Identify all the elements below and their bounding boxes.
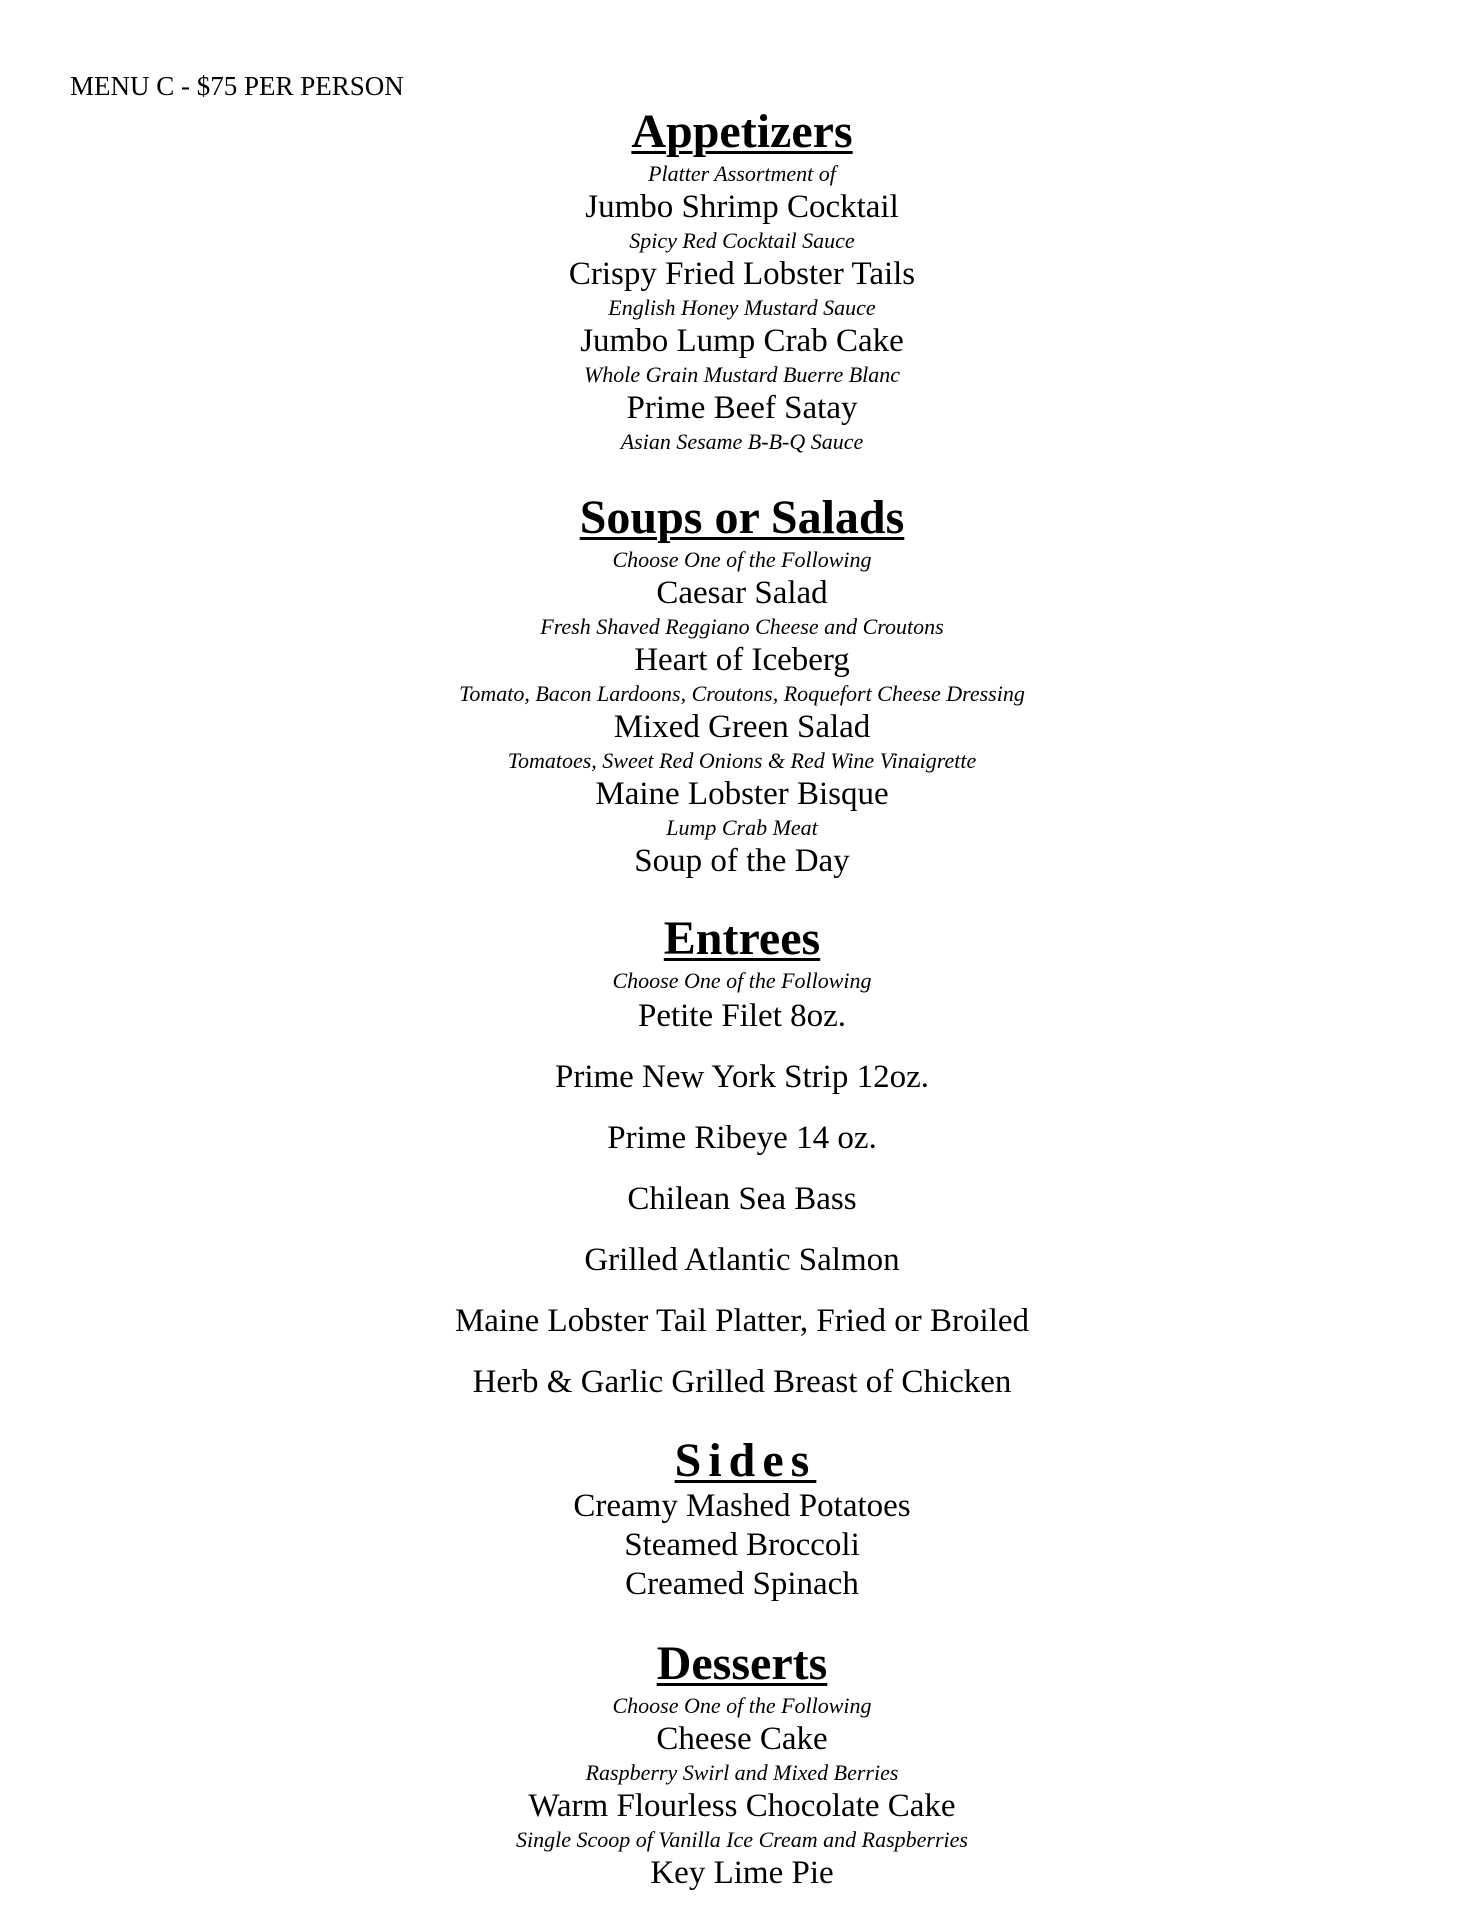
menu-item [0,257,1484,324]
soups-salads-section [0,492,1484,879]
menu [0,106,1484,1891]
item-description: Spicy Red Cocktail Sauce [629,228,855,253]
item-description: Asian Sesame B-B-Q Sauce [620,429,864,454]
desserts-section [0,1638,1484,1891]
section-spacer [0,1604,1484,1638]
entree-item: Petite Filet 8oz. [637,998,847,1034]
item-name: Crispy Fried Lobster Tails [568,256,916,292]
section-title-entrees: Entrees [663,912,821,965]
entree-item: Prime New York Strip 12oz. [554,1059,929,1095]
section-note: Choose One of the Following [612,1693,872,1718]
section-note: Choose One of the Following [612,547,872,572]
item-name: Warm Flourless Chocolate Cake [528,1788,956,1824]
menu-item [0,576,1484,643]
appetizers-section [0,106,1484,458]
section-spacer [0,458,1484,492]
item-name: Prime Beef Satay [626,390,858,426]
menu-item [0,1856,1484,1891]
menu-item [0,1789,1484,1856]
item-description: Raspberry Swirl and Mixed Berries [585,1760,899,1785]
section-title-soups-salads: Soups or Salads [579,491,905,544]
menu-price-label: MENU C - $75 PER PERSON [70,71,404,101]
item-description: Tomatoes, Sweet Red Onions & Red Wine Vinaigrette [507,748,977,773]
item-name: Mixed Green Salad [613,709,871,745]
section-title-desserts: Desserts [656,1637,828,1690]
item-name: Heart of Iceberg [634,642,850,678]
item-description: Fresh Shaved Reggiano Cheese and Croutons [540,614,944,639]
item-description: Lump Crab Meat [666,815,818,840]
item-name: Maine Lobster Bisque [595,776,889,812]
menu-item [0,710,1484,777]
entrees-section [0,913,1484,1401]
menu-item [0,844,1484,879]
section-note: Choose One of the Following [612,968,872,993]
entree-item: Prime Ribeye 14 oz. [607,1120,877,1156]
menu-item [0,643,1484,710]
sides-section [0,1435,1484,1604]
entree-item: Herb & Garlic Grilled Breast of Chicken [472,1364,1012,1400]
menu-item [0,190,1484,257]
section-title-sides: Sides [674,1434,817,1487]
entree-item: Chilean Sea Bass [627,1181,857,1217]
menu-item [0,391,1484,458]
item-name: Caesar Salad [656,575,828,611]
item-name: Soup of the Day [634,843,850,879]
section-note: Platter Assortment of [648,161,836,186]
item-description: English Honey Mustard Sauce [608,295,876,320]
item-name: Jumbo Lump Crab Cake [580,323,904,359]
entree-list [0,997,1484,1401]
section-spacer [0,879,1484,913]
item-name: Cheese Cake [656,1721,828,1757]
item-name: Key Lime Pie [650,1855,834,1891]
item-description: Single Scoop of Vanilla Ice Cream and Raspberries [516,1827,968,1852]
section-title-appetizers: Appetizers [631,105,853,158]
item-description: Whole Grain Mustard Buerre Blanc [583,362,901,387]
menu-item [0,324,1484,391]
entree-item: Grilled Atlantic Salmon [584,1242,900,1278]
section-spacer [0,1401,1484,1435]
side-item: Creamed Spinach [625,1566,859,1602]
menu-item [0,1722,1484,1789]
item-description: Tomato, Bacon Lardoons, Croutons, Roquefort Cheese Dressing [459,681,1025,706]
side-item: Steamed Broccoli [624,1527,860,1563]
entree-item: Maine Lobster Tail Platter, Fried or Broiled [454,1303,1030,1339]
side-item: Creamy Mashed Potatoes [573,1488,911,1524]
item-name: Jumbo Shrimp Cocktail [585,189,899,225]
menu-item [0,777,1484,844]
